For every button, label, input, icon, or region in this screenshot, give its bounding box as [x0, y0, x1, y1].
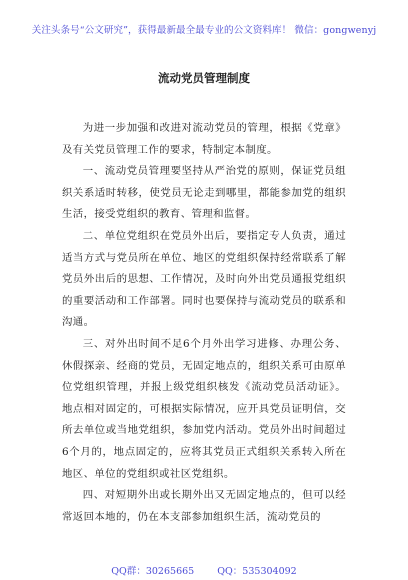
paragraph-1: 一、流动党员管理要坚持从严治党的原则，保证党员组织关系适时转移，使党员无论走到哪里，都能参加党的组织生活，接受党组织的教育、管理和监督。: [62, 165, 346, 221]
paragraph-intro: 为进一步加强和改进对流动党员的管理，根据《党章》及有关党员管理工作的要求，特制定本制度。: [62, 122, 346, 156]
document-title: 流动党员管理制度: [158, 71, 250, 85]
qq-group-label: QQ群：30265665: [111, 566, 195, 577]
footer-contact: [0, 563, 408, 577]
paragraph-4: 四、对短期外出或长期外出又无固定地点的，但可以经常返回本地的，仍在本支部参加组织生活，流动党员的: [62, 489, 346, 523]
document-body: [62, 118, 346, 528]
qq-label: QQ：535304092: [217, 566, 297, 577]
paragraph-2: 二、单位党组织在党员外出后，要指定专人负责，通过适当方式与党员所在单位、地区的党组织保持经常联系了解党员外出后的思想、工作情况，及时向外出党员通报党组织的重要活动和工作部署。同时也要保持与流动党员的联系和沟通。: [62, 229, 346, 329]
paragraph-3: 三、对外出时间不足6个月外出学习进修、办理公务、休假探亲、经商的党员，无固定地点的，组织关系可由原单位党组织管理，并报上级党组织核发《流动党员活动证》。地点相对固定的，可根据实际情况，应开具党员证明信，交所去单位或当地党组织，参加党内活动。党员外出时间超过6个月的，地点固定的，应将其党员正式组织关系转入所在地区、单位的党组织或社区党组织。: [62, 337, 346, 480]
header-notice: 关注头条号“公文研究”，获得最新最全最专业的公文资料库！ 微信：gongwenyj: [31, 25, 377, 36]
